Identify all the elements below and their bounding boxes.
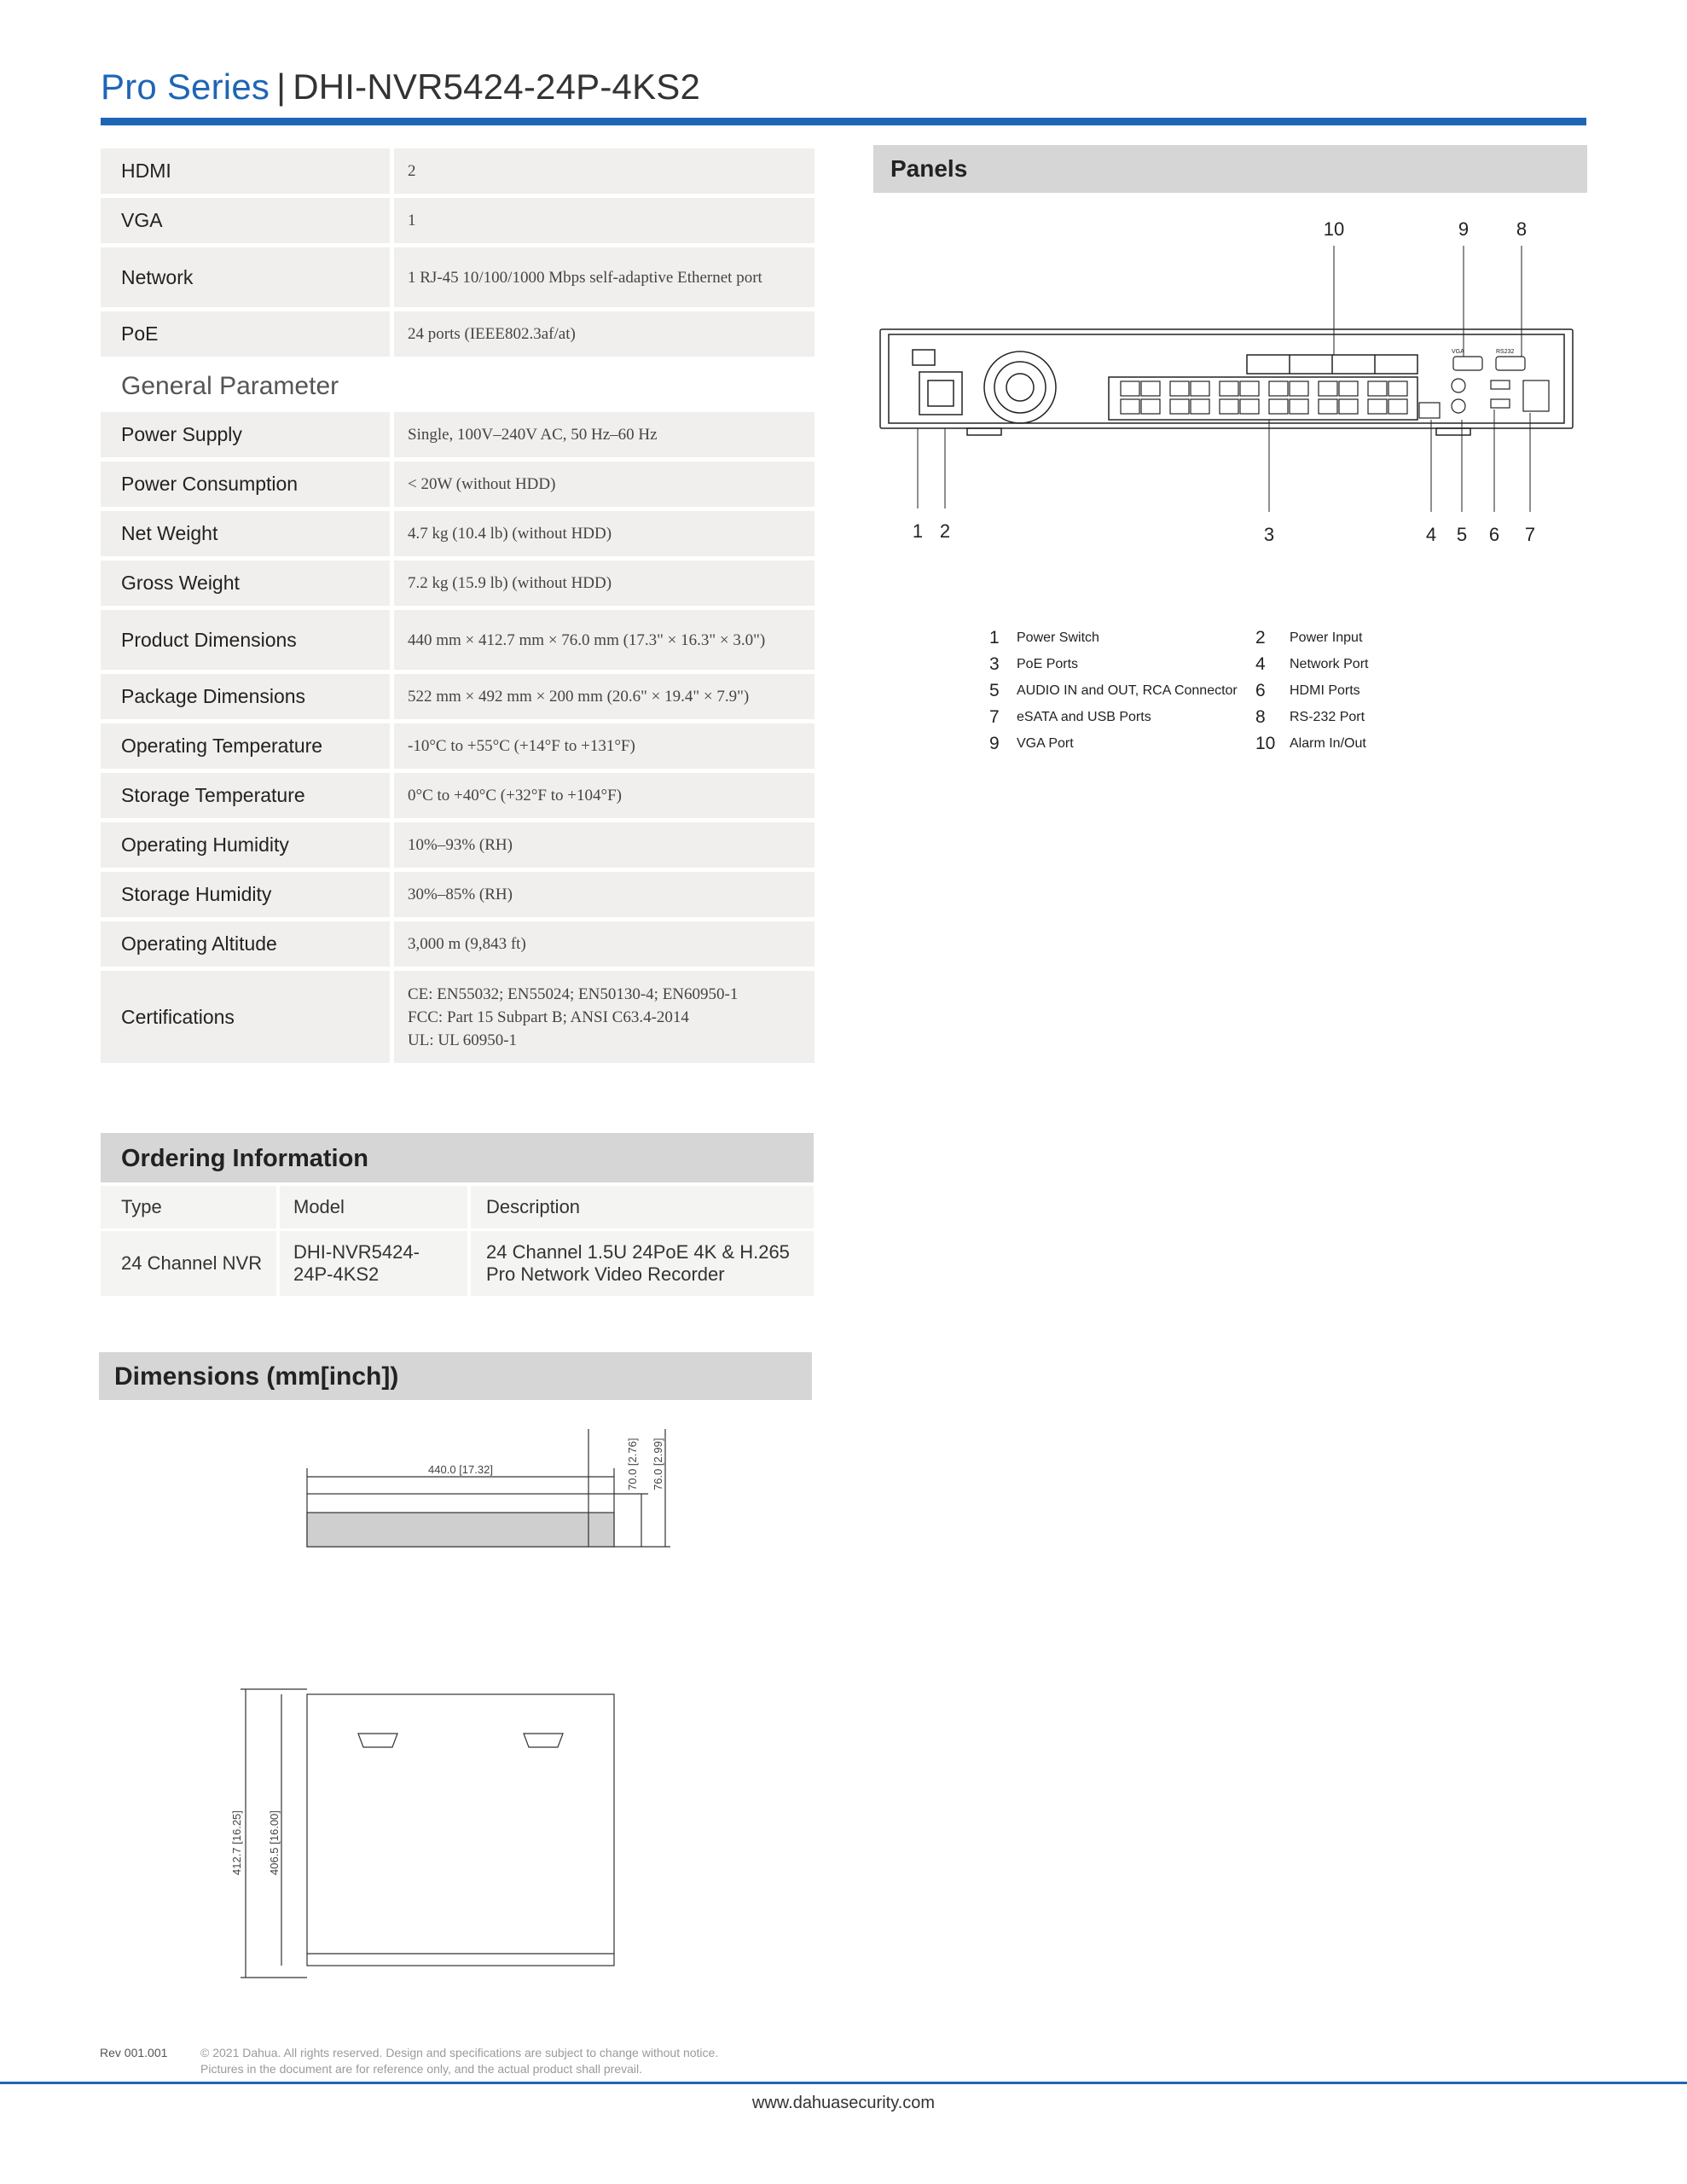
spec-label: Product Dimensions <box>101 610 390 670</box>
legend-number: 10 <box>1255 733 1276 753</box>
ordering-model-cell: DHI-NVR5424-24P-4KS2 <box>280 1231 467 1296</box>
spec-row <box>101 921 815 967</box>
legend-text: RS-232 Port <box>1290 709 1365 724</box>
spec-label: Gross Weight <box>101 561 390 606</box>
spec-value: 1 <box>394 198 815 243</box>
cert-line: UL: UL 60950-1 <box>408 1031 518 1049</box>
depth-dimension-label-b: 406.5 [16.00] <box>268 1810 281 1875</box>
ordering-col-description: Description <box>471 1186 814 1228</box>
spec-value <box>394 971 815 1063</box>
spec-value: Single, 100V–240V AC, 50 Hz–60 Hz <box>394 412 815 457</box>
spec-row <box>101 971 815 1063</box>
vga-device-label: VGA <box>1452 349 1464 355</box>
panels-title: Panels <box>890 155 968 182</box>
top-chassis-outline <box>307 1694 614 1966</box>
foot <box>1436 428 1470 435</box>
vga-port-icon <box>1453 357 1482 370</box>
ordering-col-model: Model <box>280 1186 467 1228</box>
series-title: Pro Series <box>101 67 270 107</box>
spec-value: < 20W (without HDD) <box>394 462 815 507</box>
front-grille <box>307 1513 614 1547</box>
model-title: DHI-NVR5424-24P-4KS2 <box>293 67 701 107</box>
callout-3: 3 <box>1263 524 1275 545</box>
legend-text: PoE Ports <box>1017 656 1079 671</box>
spec-label: PoE <box>101 311 390 357</box>
spec-label: Operating Altitude <box>101 921 390 967</box>
spec-label: VGA <box>101 198 390 243</box>
foot <box>967 428 1001 435</box>
spec-row <box>101 511 815 556</box>
spec-value: 10%–93% (RH) <box>394 822 815 868</box>
copyright-line: © 2021 Dahua. All rights reserved. Design and specifications are subject to change without notice. <box>200 2046 719 2059</box>
poe-port-grid <box>1121 381 1407 414</box>
spec-row <box>101 822 815 868</box>
top-view-drawing <box>222 1679 648 1986</box>
legend-number: 5 <box>989 680 1000 700</box>
spec-row <box>101 198 815 243</box>
callout-5: 5 <box>1456 524 1468 545</box>
spec-label: Package Dimensions <box>101 674 390 719</box>
audio-rca-icon <box>1452 379 1465 392</box>
chassis-inner <box>889 334 1564 423</box>
legend-text: eSATA and USB Ports <box>1017 709 1151 724</box>
legend-number: 7 <box>989 706 1000 727</box>
ordering-table-header <box>101 1186 814 1228</box>
callout-7: 7 <box>1524 524 1536 545</box>
section-subtitle: General Parameter <box>121 372 339 400</box>
spec-row <box>101 462 815 507</box>
spec-label: Operating Temperature <box>101 723 390 769</box>
legend-text: AUDIO IN and OUT, RCA Connector <box>1017 682 1238 698</box>
spec-table <box>101 148 815 1067</box>
dimensions-title: Dimensions (mm[inch]) <box>114 1362 399 1391</box>
height-dimension-label-a: 70.0 [2.76] <box>626 1438 639 1490</box>
legend-text: HDMI Ports <box>1290 682 1360 698</box>
footer-rule <box>0 2082 1687 2084</box>
legend-text: Network Port <box>1290 656 1369 671</box>
callout-8: 8 <box>1516 218 1528 240</box>
ordering-header <box>101 1133 814 1182</box>
legend-number: 3 <box>989 653 1000 674</box>
legend-row <box>989 651 1433 677</box>
panel-legend <box>989 624 1433 757</box>
callout-6: 6 <box>1488 524 1500 545</box>
rear-panel-diagram <box>873 205 1590 563</box>
legend-row <box>989 624 1433 651</box>
spec-label: Net Weight <box>101 511 390 556</box>
top-foot-right <box>524 1734 563 1747</box>
spec-value: 522 mm × 492 mm × 200 mm (20.6" × 19.4" × 7.9") <box>394 674 815 719</box>
spec-row <box>101 610 815 670</box>
spec-value: -10°C to +55°C (+14°F to +131°F) <box>394 723 815 769</box>
spec-value: 30%–85% (RH) <box>394 872 815 917</box>
legend-number: 9 <box>989 733 1000 753</box>
ordering-row <box>101 1231 814 1296</box>
rs232-device-label: RS232 <box>1496 349 1515 355</box>
page-header <box>101 67 700 107</box>
depth-dimension-label-a: 412.7 [16.25] <box>230 1810 243 1875</box>
spec-value: 0°C to +40°C (+32°F to +104°F) <box>394 773 815 818</box>
cert-line: CE: EN55032; EN55024; EN50130-4; EN60950-1 <box>408 985 739 1003</box>
esata-usb-icon <box>1523 380 1549 411</box>
spec-row <box>101 148 815 194</box>
copyright-notice <box>200 2045 718 2077</box>
power-switch-icon <box>913 350 935 365</box>
spec-label: Network <box>101 247 390 307</box>
legend-row <box>989 677 1433 704</box>
hdmi-ports-icon <box>1491 380 1510 389</box>
spec-value: 24 ports (IEEE802.3af/at) <box>394 311 815 357</box>
callout-4: 4 <box>1425 524 1437 545</box>
spec-row <box>101 247 815 307</box>
legend-number: 8 <box>1255 706 1266 727</box>
header-rule <box>101 118 1586 125</box>
front-view-drawing <box>222 1412 699 1583</box>
legend-number: 4 <box>1255 653 1266 674</box>
legend-text: VGA Port <box>1017 735 1074 751</box>
spec-row <box>101 674 815 719</box>
legend-text: Alarm In/Out <box>1290 735 1366 751</box>
legend-row <box>989 704 1433 730</box>
ordering-type-cell: 24 Channel NVR <box>101 1231 276 1296</box>
legend-row <box>989 730 1433 757</box>
height-dimension-label-b: 76.0 [2.99] <box>652 1438 664 1490</box>
spec-row <box>101 561 815 606</box>
legend-text: Power Input <box>1290 630 1363 645</box>
callout-2: 2 <box>939 520 951 542</box>
spec-value: 440 mm × 412.7 mm × 76.0 mm (17.3" × 16.3" × 3.0") <box>394 610 815 670</box>
spec-label: Certifications <box>101 971 390 1063</box>
legend-number: 1 <box>989 627 1000 648</box>
legend-number: 6 <box>1255 680 1266 700</box>
ordering-title: Ordering Information <box>121 1145 368 1172</box>
cert-line: FCC: Part 15 Subpart B; ANSI C63.4-2014 <box>408 1008 689 1026</box>
legend-number: 2 <box>1255 627 1266 648</box>
spec-value: 1 RJ-45 10/100/1000 Mbps self-adaptive Ethernet port <box>394 247 815 307</box>
spec-row <box>101 412 815 457</box>
spec-row <box>101 872 815 917</box>
power-input-icon <box>919 372 962 415</box>
spec-label: Power Consumption <box>101 462 390 507</box>
callout-1: 1 <box>912 520 924 542</box>
width-dimension-label: 440.0 [17.32] <box>428 1463 493 1476</box>
spec-label: Storage Humidity <box>101 872 390 917</box>
spec-row <box>101 723 815 769</box>
spec-row <box>101 311 815 357</box>
spec-value: 2 <box>394 148 815 194</box>
spec-value: 4.7 kg (10.4 lb) (without HDD) <box>394 511 815 556</box>
copyright-line: Pictures in the document are for reference only, and the actual product shall prevail. <box>200 2062 643 2076</box>
ordering-col-type: Type <box>101 1186 276 1228</box>
footer-url[interactable]: www.dahuasecurity.com <box>751 2094 936 2112</box>
callout-10: 10 <box>1323 218 1345 240</box>
spec-label: Operating Humidity <box>101 822 390 868</box>
spec-row <box>101 773 815 818</box>
legend-text: Power Switch <box>1017 630 1099 645</box>
title-separator: | <box>276 67 287 107</box>
spec-label: HDMI <box>101 148 390 194</box>
rs232-port-icon <box>1496 357 1525 370</box>
callout-9: 9 <box>1458 218 1470 240</box>
spec-value: 7.2 kg (15.9 lb) (without HDD) <box>394 561 815 606</box>
spec-label: Power Supply <box>101 412 390 457</box>
spec-label: Storage Temperature <box>101 773 390 818</box>
spec-value: 3,000 m (9,843 ft) <box>394 921 815 967</box>
network-port-icon <box>1419 403 1440 418</box>
revision-label: Rev 001.001 <box>100 2046 168 2059</box>
ordering-description-cell: 24 Channel 1.5U 24PoE 4K & H.265 Pro Network Video Recorder <box>471 1231 814 1296</box>
dimensions-header <box>99 1352 812 1400</box>
top-foot-left <box>358 1734 397 1747</box>
panels-header <box>873 145 1587 193</box>
